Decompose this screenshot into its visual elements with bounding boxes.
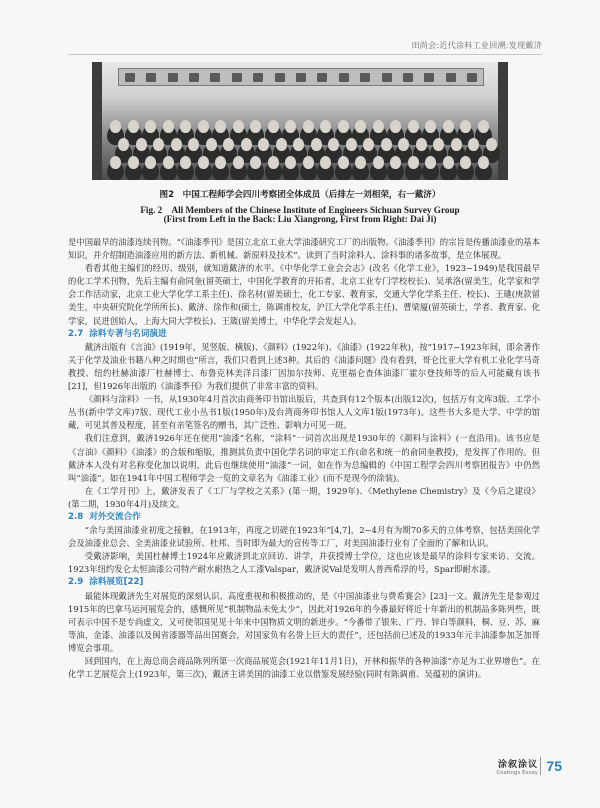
photo-person xyxy=(311,138,322,151)
photo-person xyxy=(145,120,156,133)
section-title: 对外交流合作 xyxy=(89,511,141,522)
section-number: 2.9 xyxy=(68,577,84,588)
photo-person xyxy=(285,156,296,169)
photo-person xyxy=(198,120,209,133)
body-paragraph: 《颜料与涂料》一书，从1930年4月首次由商务印书馆出版后，共查到有12个版本(出版12次)，包括万有文库3版、工学小丛书(新中学文库)7版、现代工业小丛书1版(1950年)及台湾商务印书馆人人文库1版(1973年)。这些书大多是大学、中学的馆藏，可见其普及程度，甚至有亲笔签名的赠书，其广泛性、影响力可见一斑。 xyxy=(68,394,540,431)
body-paragraph: 最能体现戴济先生对展览的深刻认识、高度重视和积极推动的，是《中国油漆业与费希赛会》[23]一文。戴济先生是参观过1915年的巴拿马运河展览会的，感慨所见“机制物品未免太少”，因此对1926年的今番最好将近十年新出的机制品多陈列些，既可表示中国不是专尚虚文，又可使邻国见见十年来中国物质文明的新进步。“今番带了银朱、广丹、锌白等颜料，桐、豆、苏、麻等油，金漆、油漆以及闽省漆器等品出国赛会，对国家负有名誉上巨大的责任”，还包括前已述及的1933年元丰油漆参加芝加哥博览会事项。 xyxy=(68,590,540,653)
photo-person xyxy=(233,156,244,169)
body-paragraph: 在《工学月刊》上，戴济发表了《工厂与学校之关系》(第一期，1929年)、《Methylene Chemistry》及《今后之建设》(第二期，1930年4月)及续文。 xyxy=(68,485,540,509)
journal-logo xyxy=(496,757,538,776)
photo-person xyxy=(171,138,182,151)
photo-person xyxy=(320,156,331,169)
photo-person xyxy=(293,138,304,151)
photo-person xyxy=(136,138,147,151)
photo-person xyxy=(355,156,366,169)
photo-person xyxy=(145,156,156,169)
photo-person xyxy=(110,156,121,169)
photo-person xyxy=(460,120,471,133)
photo-person xyxy=(346,138,357,151)
body-paragraph: 回到国内，在上海总商会商品陈列所第一次商品展览会(1921年11月1日)，开林和振华的各种油漆“亦足为工业界增色”。在化学工艺展览会上(1923年，第三次)，戴济主讲美国的油漆工业以借鉴发展经验(同时有陈调甫、吴蕴初的演讲)。 xyxy=(68,656,540,680)
photo-person xyxy=(398,138,409,151)
photo-person xyxy=(381,138,392,151)
photo-person xyxy=(110,120,121,133)
photo-person xyxy=(468,138,479,151)
photo-person xyxy=(373,120,384,133)
photo-person xyxy=(303,120,314,133)
photo-person xyxy=(258,138,269,151)
photo-person xyxy=(303,156,314,169)
photo-person xyxy=(425,120,436,133)
photo-person xyxy=(241,138,252,151)
photo-person xyxy=(233,120,244,133)
photo-banner xyxy=(118,68,484,86)
photo-person xyxy=(373,156,384,169)
photo-person xyxy=(408,156,419,169)
photo-person xyxy=(250,156,261,169)
section-title: 涂料展览[22] xyxy=(89,577,144,588)
figure-caption-en-1: Fig. 2 All Members of the Chinese Institute of Engineers Sichuan Survey Group xyxy=(140,205,460,215)
photo-person xyxy=(338,120,349,133)
photo-person xyxy=(206,138,217,151)
photo-person xyxy=(118,138,129,151)
body-paragraph: 受戴济影响，美国杜赫博士1924年应戴济到北京回访、讲学，并获授博士学位，这也应该是最早的涂料专家来访、交流。1923年纽约发仑太恒油漆公司特产耐水耐热之人工漆Valspar，戴济说Val是发明人普西希浮的号，Spar即耐水漆。 xyxy=(68,551,540,575)
photo-person xyxy=(443,156,454,169)
photo-person xyxy=(180,120,191,133)
photo-person xyxy=(478,156,489,169)
running-head: 田尚会:近代涂料工业回溯:发现戴济 xyxy=(411,41,542,50)
photo-person xyxy=(198,156,209,169)
section-number: 2.7 xyxy=(68,328,84,339)
photo-person xyxy=(215,120,226,133)
section-heading xyxy=(68,576,540,589)
section-heading xyxy=(68,328,540,341)
photo-person xyxy=(268,120,279,133)
photo-person xyxy=(390,156,401,169)
section-number: 2.8 xyxy=(68,511,84,522)
body-paragraph: 是中国最早的油漆连续刊物。“《油漆季刊》是国立北京工业大学油漆研究工厂的出版物。《油漆季刊》的宗旨是传播油漆业的基本知识，并介绍制造油漆应用的新方法、新机械、新原料及技术”。读到了当时涂料人、涂料事的诸多故事，是立体展现。 xyxy=(68,237,540,261)
section-title: 涂料专著与名词演进 xyxy=(89,328,167,339)
photo-person xyxy=(433,138,444,151)
photo-person xyxy=(408,120,419,133)
section-heading xyxy=(68,511,540,524)
photo-person xyxy=(163,156,174,169)
photo-person xyxy=(250,120,261,133)
photo-person xyxy=(268,156,279,169)
figure-photo xyxy=(92,62,508,180)
photo-person xyxy=(390,120,401,133)
photo-person xyxy=(363,138,374,151)
body-paragraph: “余与美国油漆业初度之接触，在1913年，再度之切磋在1923年”[4,7]，2~4月有为期70多天的立体考察，包括美国化学会及油漆业总会、全美油漆业试验所、杜邦、当时即为最大的宣传等工厂，对美国油漆行业有了全面的了解和认识。 xyxy=(68,525,540,549)
photo-person xyxy=(355,120,366,133)
photo-person xyxy=(451,138,462,151)
article-body xyxy=(68,236,540,681)
photo-person xyxy=(338,156,349,169)
photo-person xyxy=(320,120,331,133)
photo-person xyxy=(128,156,139,169)
photo-person xyxy=(416,138,427,151)
photo-person xyxy=(180,156,191,169)
photo-person xyxy=(460,156,471,169)
figure-caption-cn: 图2 中国工程师学会四川考察团全体成员（后排左一刘相荣，右一戴济） xyxy=(159,190,441,200)
journal-logo-cn: 涂叙涂议 xyxy=(497,760,538,770)
photo-person xyxy=(328,138,339,151)
photo-person xyxy=(425,156,436,169)
photo-person xyxy=(486,138,497,151)
body-paragraph: 戴济出版有《言油》(1919年，见竖版、横版)、《颜料》(1922年)、《油漆》(1922年秋)，按“1917~1923年间，即余著作关于化学及油业书籍八种之时期也”所言，我们只看到上述3种。其后的《油漆问题》没有看到，哥仑比亚大学有机工业化学马奇教授、纽约杜赫油漆厂杜赫博士、布鲁克林美洋吕漆厂因加尔技师、克里福仑查体油漆厂霍尔登技师等的后人可能藏有该书[21]，但1926年出版的《油漆季刊》为我们提供了非常丰富的资料。 xyxy=(68,341,540,392)
photo-person xyxy=(285,120,296,133)
journal-logo-en: Coatings Essay xyxy=(496,770,538,776)
photo-person xyxy=(215,156,226,169)
photo-person xyxy=(153,138,164,151)
page-number: 75 xyxy=(540,757,562,775)
photo-person xyxy=(128,120,139,133)
photo-person xyxy=(188,138,199,151)
body-paragraph: 看看其他主编们的经历、级别，就知道戴济的水平。《中华化学工业会会志》(改名《化学工业》，1923~1949)是我国最早的化工学术刊物，先后主编有俞同奎(留英硕士，中国化学教育的开拓者，北京工业专门学校校长)、吴承洛(留美生，化学家和学会工作活动家，北京工业大学化学工系主任)、徐名材(留美硕士，化工专家、教育家，交通大学化学系主任、校长)、王璡(庚款留美生，中央研究院化学所所长)、戴济、徐作和(硕士，陈调甫校友，沪江大学化学系主任)、曹梁厦(留英硕士，学者、教育家、化学家，民进创始人，上海大同大学校长)、王箴(留美博士，中华化学会发起人)。 xyxy=(68,263,540,326)
photo-person xyxy=(163,120,174,133)
figure-caption-en-2: (First from Left in the Back: Liu Xiangrong, First from Right: Dai Ji) xyxy=(163,214,437,224)
photo-person xyxy=(276,138,287,151)
photo-person xyxy=(443,120,454,133)
photo-person xyxy=(223,138,234,151)
body-paragraph: 我们注意到，戴济1926年还在使用“油漆”名称，“涂料”一词首次出现是1930年的《颜料与涂料》(一直沿用)。该书应是《言油》《颜料》《油漆》的合版和缩版，推测其负责中国化学名词的审定工作(命名和统一的俞同奎教授)，是发挥了作用的。但戴济本人没有对名称变化加以说明，此后也继续使用“油漆”一词，如在作为总编辑的《中国工程学会四川考察团报告》中仍然叫“油漆”。如在1941年中国工程师学会一览的文章名为《油漆工业》(而不是现今的涂装)。 xyxy=(68,433,540,483)
header-rule xyxy=(68,54,542,55)
photo-person xyxy=(478,120,489,133)
